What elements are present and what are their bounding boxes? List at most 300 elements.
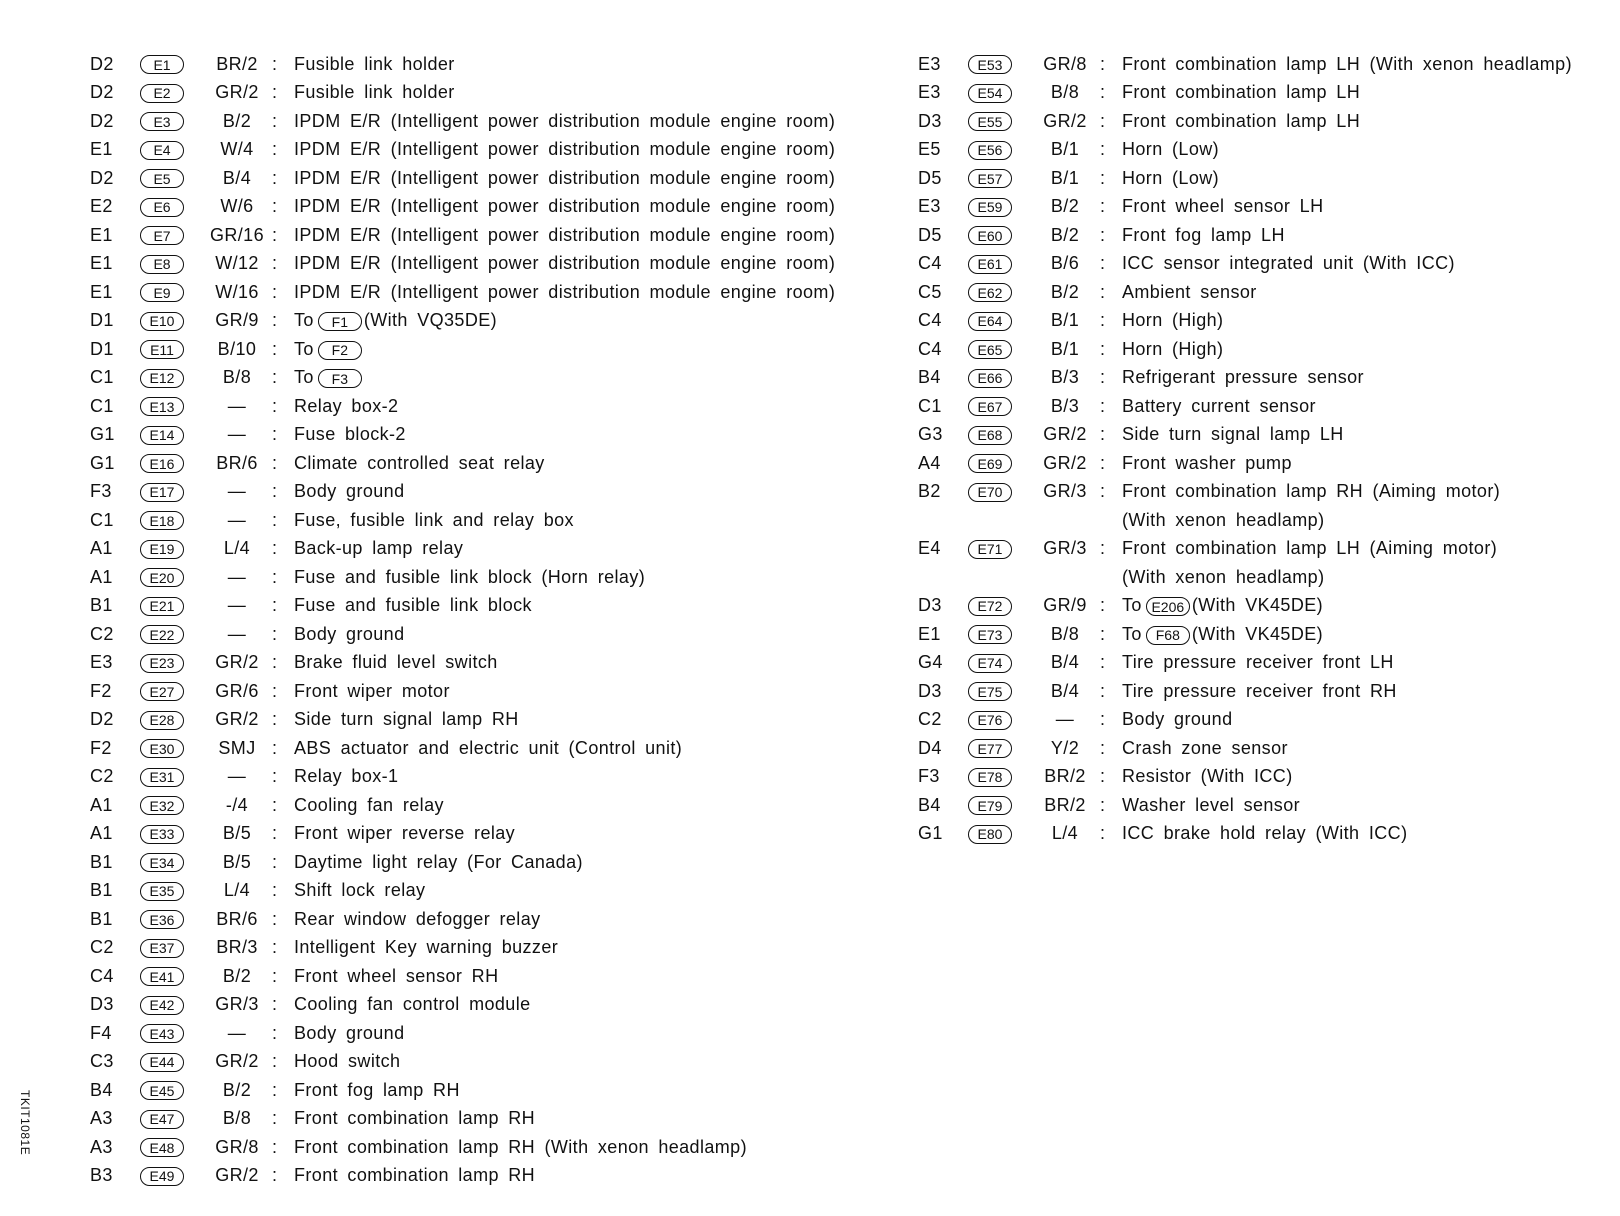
description (294, 738, 910, 759)
connector-id: E12 (140, 369, 184, 388)
connector-id: E73 (968, 625, 1012, 644)
grid-ref: D2 (90, 167, 114, 188)
description-text: Fuse and fusible link block (Horn relay) (294, 566, 646, 587)
connector-id: E10 (140, 312, 184, 331)
connector-cell (968, 225, 1030, 246)
description-text: Front combination lamp RH (294, 1165, 536, 1186)
description-text: IPDM E/R (Intelligent power distribution module engine room) (294, 139, 836, 160)
connector-id: E7 (140, 226, 184, 245)
description-text: To (1122, 623, 1142, 644)
connector-id: E80 (968, 825, 1012, 844)
connector-cell (968, 823, 1030, 844)
grid-ref: B4 (918, 794, 941, 815)
connector-cell (968, 624, 1030, 645)
table-row (918, 620, 1608, 649)
connector-cell (140, 481, 202, 502)
terminal-spec: GR/16 (209, 224, 265, 245)
description (294, 453, 910, 474)
grid-ref: A4 (918, 452, 941, 473)
connector-id: E60 (968, 226, 1012, 245)
connector-cell (140, 396, 202, 417)
description-text: (With xenon headlamp) (1122, 509, 1325, 530)
connector-cell (140, 253, 202, 274)
separator: : (272, 509, 278, 530)
grid-ref: D5 (918, 224, 942, 245)
connector-cell (140, 282, 202, 303)
grid-ref: F2 (90, 680, 112, 701)
terminal-spec: GR/8 (215, 1136, 259, 1157)
separator: : (1100, 680, 1106, 701)
separator: : (272, 680, 278, 701)
separator: : (1100, 395, 1106, 416)
description (294, 111, 910, 132)
connector-ref: F1 (318, 312, 362, 331)
terminal-spec: GR/2 (215, 1051, 259, 1072)
connector-cell (140, 880, 202, 901)
grid-ref: C2 (90, 766, 114, 787)
separator: : (272, 196, 278, 217)
separator: : (1100, 823, 1106, 844)
separator: : (1100, 452, 1106, 473)
table-row (90, 1076, 910, 1105)
description (1122, 310, 1608, 331)
terminal-spec: B/2 (222, 965, 252, 986)
connector-cell (968, 253, 1030, 274)
terminal-spec: GR/2 (215, 652, 259, 673)
connector-id: E23 (140, 654, 184, 673)
description (294, 54, 910, 75)
grid-ref: A3 (90, 1136, 113, 1157)
table-row (90, 221, 910, 250)
table-row (90, 1019, 910, 1048)
terminal-spec: L/4 (223, 880, 251, 901)
description-text: IPDM E/R (Intelligent power distribution module engine room) (294, 224, 836, 245)
grid-ref: D2 (90, 53, 114, 74)
description-text: To (1122, 595, 1142, 616)
document-code: TKIT1081E (18, 1090, 32, 1156)
description-text: Front wiper reverse relay (294, 823, 516, 844)
table-row (918, 392, 1608, 421)
grid-ref: B1 (90, 908, 113, 929)
description (294, 196, 910, 217)
separator: : (272, 1079, 278, 1100)
description-text: Horn (Low) (1122, 167, 1220, 188)
connector-cell (968, 766, 1030, 787)
separator: : (272, 110, 278, 131)
connector-cell (140, 1165, 202, 1186)
connector-cell (140, 852, 202, 873)
separator: : (272, 737, 278, 758)
grid-ref: E1 (90, 281, 113, 302)
separator: : (272, 538, 278, 559)
grid-ref: B4 (90, 1079, 113, 1100)
connector-cell (140, 111, 202, 132)
connector-id: E31 (140, 768, 184, 787)
table-row (90, 421, 910, 450)
table-row (90, 1133, 910, 1162)
description (294, 225, 910, 246)
connector-cell (140, 738, 202, 759)
grid-ref: F3 (90, 481, 112, 502)
connector-cell (140, 339, 202, 360)
table-row (90, 193, 910, 222)
grid-ref: F2 (90, 737, 112, 758)
grid-ref: C2 (90, 937, 114, 958)
connector-id: E64 (968, 312, 1012, 331)
description-text: Relay box-2 (294, 395, 399, 416)
terminal-spec: — (227, 1022, 247, 1043)
grid-ref: C2 (90, 623, 114, 644)
grid-ref: E3 (918, 82, 941, 103)
connector-id: E21 (140, 597, 184, 616)
grid-ref: E3 (918, 53, 941, 74)
description (294, 795, 910, 816)
description-text: Daytime light relay (For Canada) (294, 851, 583, 872)
connector-cell (968, 54, 1030, 75)
terminal-spec: B/1 (1050, 338, 1080, 359)
separator: : (272, 851, 278, 872)
connector-id: E4 (140, 141, 184, 160)
grid-ref: D3 (90, 994, 114, 1015)
grid-ref: B2 (918, 481, 941, 502)
connector-cell (140, 1080, 202, 1101)
connector-id: E22 (140, 625, 184, 644)
terminal-spec: — (227, 766, 247, 787)
separator: : (272, 994, 278, 1015)
description-text: Fusible link holder (294, 82, 455, 103)
connector-id: E57 (968, 169, 1012, 188)
separator: : (272, 481, 278, 502)
connector-cell (140, 681, 202, 702)
separator: : (272, 766, 278, 787)
connector-cell (968, 168, 1030, 189)
connector-cell (968, 196, 1030, 217)
description (1122, 538, 1608, 559)
grid-ref: E3 (918, 196, 941, 217)
description-text: Body ground (294, 481, 405, 502)
separator: : (272, 908, 278, 929)
connector-id: E76 (968, 711, 1012, 730)
description-text: Front combination lamp RH (With xenon headlamp) (294, 1136, 747, 1157)
table-row (918, 193, 1608, 222)
separator: : (272, 1022, 278, 1043)
separator: : (1100, 794, 1106, 815)
description-text: Ambient sensor (1122, 281, 1257, 302)
table-row (90, 364, 910, 393)
separator: : (272, 82, 278, 103)
table-row (90, 392, 910, 421)
grid-ref: A3 (90, 1108, 113, 1129)
table-row (90, 991, 910, 1020)
grid-ref: C4 (918, 338, 942, 359)
description (294, 595, 910, 616)
description-suffix: (With VK45DE) (1191, 623, 1324, 644)
table-row (90, 962, 910, 991)
connector-id: E27 (140, 682, 184, 701)
connector-cell (968, 481, 1030, 502)
terminal-spec: B/4 (1050, 652, 1080, 673)
grid-ref: E1 (90, 139, 113, 160)
grid-ref: C1 (90, 509, 114, 530)
table-row (918, 250, 1608, 279)
connector-id: E8 (140, 255, 184, 274)
description-text: Front fog lamp LH (1122, 224, 1285, 245)
description (294, 1137, 910, 1158)
separator: : (1100, 196, 1106, 217)
description-text: Horn (Low) (1122, 139, 1220, 160)
description-text: Washer level sensor (1122, 794, 1300, 815)
separator: : (1100, 110, 1106, 131)
grid-ref: D3 (918, 595, 942, 616)
separator: : (1100, 595, 1106, 616)
grid-ref: B1 (90, 851, 113, 872)
separator: : (1100, 538, 1106, 559)
terminal-spec: B/3 (1050, 367, 1080, 388)
separator: : (272, 794, 278, 815)
description-text: Tire pressure receiver front RH (1122, 680, 1397, 701)
description (1122, 82, 1608, 103)
terminal-spec: GR/2 (1043, 110, 1087, 131)
description (1122, 168, 1608, 189)
grid-ref: E5 (918, 139, 941, 160)
description-text: Front combination lamp RH (Aiming motor) (1122, 481, 1501, 502)
connector-cell (140, 1023, 202, 1044)
connector-cell (968, 709, 1030, 730)
connector-id: E30 (140, 739, 184, 758)
connector-cell (968, 396, 1030, 417)
grid-ref: F3 (918, 766, 940, 787)
connector-cell (140, 994, 202, 1015)
grid-ref: C1 (90, 367, 114, 388)
connector-cell (968, 453, 1030, 474)
separator: : (272, 452, 278, 473)
connector-cell (140, 139, 202, 160)
description-text: To (294, 367, 314, 388)
description (1122, 652, 1608, 673)
description-text: Horn (High) (1122, 338, 1224, 359)
terminal-spec: GR/8 (1043, 53, 1087, 74)
description (294, 823, 910, 844)
description (1122, 54, 1608, 75)
connector-id: E13 (140, 397, 184, 416)
separator: : (272, 823, 278, 844)
terminal-spec: GR/2 (215, 1165, 259, 1186)
connector-cell (968, 282, 1030, 303)
separator: : (272, 623, 278, 644)
description-text: (With xenon headlamp) (1122, 566, 1325, 587)
connector-cell (140, 1137, 202, 1158)
connector-id: E34 (140, 853, 184, 872)
terminal-spec: -/4 (225, 794, 249, 815)
table-row (918, 50, 1608, 79)
connector-cell (140, 453, 202, 474)
connector-id: E16 (140, 454, 184, 473)
description (294, 766, 910, 787)
table-row (918, 364, 1608, 393)
table-row (90, 164, 910, 193)
connector-cell (140, 624, 202, 645)
description-text: Body ground (294, 623, 405, 644)
description (294, 1080, 910, 1101)
connector-cell (140, 225, 202, 246)
terminal-spec: GR/2 (1043, 452, 1087, 473)
connector-cell (968, 82, 1030, 103)
description-text: Front wheel sensor RH (294, 965, 499, 986)
terminal-spec: L/4 (1051, 823, 1079, 844)
grid-ref: B1 (90, 880, 113, 901)
terminal-spec: BR/2 (1044, 766, 1086, 787)
connector-id: E66 (968, 369, 1012, 388)
description-text: IPDM E/R (Intelligent power distribution module engine room) (294, 110, 836, 131)
terminal-spec: GR/3 (1043, 538, 1087, 559)
table-row (90, 877, 910, 906)
terminal-spec: — (227, 481, 247, 502)
table-row (90, 136, 910, 165)
connector-cell (140, 538, 202, 559)
terminal-spec: B/5 (222, 823, 252, 844)
terminal-spec: B/8 (222, 1108, 252, 1129)
connector-id: E48 (140, 1138, 184, 1157)
description (1122, 595, 1608, 616)
grid-ref: D3 (918, 110, 942, 131)
description (294, 396, 910, 417)
description-text: Body ground (294, 1022, 405, 1043)
separator: : (272, 424, 278, 445)
description (1122, 681, 1608, 702)
table-row (918, 649, 1608, 678)
terminal-spec: GR/6 (215, 680, 259, 701)
grid-ref: E3 (90, 652, 113, 673)
terminal-spec: B/2 (1050, 224, 1080, 245)
separator: : (1100, 53, 1106, 74)
terminal-spec: B/2 (222, 110, 252, 131)
description-text: Hood switch (294, 1051, 401, 1072)
description (294, 567, 910, 588)
terminal-spec: B/3 (1050, 395, 1080, 416)
connector-id: E72 (968, 597, 1012, 616)
description-text: Fusible link holder (294, 53, 455, 74)
separator: : (272, 1136, 278, 1157)
table-row (90, 934, 910, 963)
separator: : (1100, 253, 1106, 274)
separator: : (272, 395, 278, 416)
connector-id: E55 (968, 112, 1012, 131)
description (1122, 253, 1608, 274)
table-row (90, 506, 910, 535)
description-suffix: (With VQ35DE) (363, 310, 498, 331)
description (294, 624, 910, 645)
table-row (90, 563, 910, 592)
connector-cell (968, 652, 1030, 673)
description (1122, 196, 1608, 217)
separator: : (272, 880, 278, 901)
table-row (918, 421, 1608, 450)
connector-id: E59 (968, 198, 1012, 217)
connector-id: E62 (968, 283, 1012, 302)
connector-cell (968, 111, 1030, 132)
description-text: Fuse block-2 (294, 424, 406, 445)
table-row (90, 763, 910, 792)
separator: : (1100, 481, 1106, 502)
table-row (90, 50, 910, 79)
grid-ref: C5 (918, 281, 942, 302)
description (294, 709, 910, 730)
description-text: Side turn signal lamp LH (1122, 424, 1344, 445)
table-row (918, 563, 1608, 592)
connector-id: E61 (968, 255, 1012, 274)
description (294, 652, 910, 673)
connector-id: E14 (140, 426, 184, 445)
separator: : (1100, 623, 1106, 644)
separator: : (272, 709, 278, 730)
connector-cell (140, 595, 202, 616)
description (294, 1051, 910, 1072)
table-row (90, 107, 910, 136)
connector-id: E9 (140, 283, 184, 302)
table-row (918, 706, 1608, 735)
connector-cell (140, 424, 202, 445)
description (1122, 709, 1608, 730)
description-text: Crash zone sensor (1122, 737, 1288, 758)
description (294, 994, 910, 1015)
description-text: Front wheel sensor LH (1122, 196, 1324, 217)
description-text: To (294, 338, 314, 359)
connector-cell (968, 339, 1030, 360)
description (294, 937, 910, 958)
description (294, 339, 910, 360)
grid-ref: G4 (918, 652, 943, 673)
connector-list-left (90, 50, 910, 1190)
description-text: Shift lock relay (294, 880, 426, 901)
table-row (918, 478, 1608, 507)
grid-ref: D2 (90, 110, 114, 131)
description (294, 852, 910, 873)
description-text: Resistor (With ICC) (1122, 766, 1293, 787)
connector-id: E42 (140, 996, 184, 1015)
grid-ref: D3 (918, 680, 942, 701)
connector-id: E77 (968, 739, 1012, 758)
grid-ref: A1 (90, 538, 113, 559)
description-text: Fuse and fusible link block (294, 595, 532, 616)
description (294, 966, 910, 987)
description-text: ABS actuator and electric unit (Control unit) (294, 737, 683, 758)
separator: : (1100, 139, 1106, 160)
table-row (918, 107, 1608, 136)
separator: : (1100, 737, 1106, 758)
description-text: Front wiper motor (294, 680, 450, 701)
grid-ref: B3 (90, 1165, 113, 1186)
connector-id: E3 (140, 112, 184, 131)
terminal-spec: B/2 (1050, 196, 1080, 217)
description-text: Cooling fan control module (294, 994, 531, 1015)
terminal-spec: GR/9 (215, 310, 259, 331)
connector-id: E47 (140, 1110, 184, 1129)
terminal-spec: BR/6 (216, 908, 258, 929)
description-suffix: (With VK45DE) (1191, 595, 1324, 616)
grid-ref: A1 (90, 566, 113, 587)
connector-cell (140, 795, 202, 816)
separator: : (272, 367, 278, 388)
separator: : (272, 139, 278, 160)
connector-cell (968, 538, 1030, 559)
table-row (918, 791, 1608, 820)
description (1122, 111, 1608, 132)
description (294, 253, 910, 274)
description (294, 282, 910, 303)
description (294, 681, 910, 702)
connector-id: E35 (140, 882, 184, 901)
grid-ref: E4 (918, 538, 941, 559)
